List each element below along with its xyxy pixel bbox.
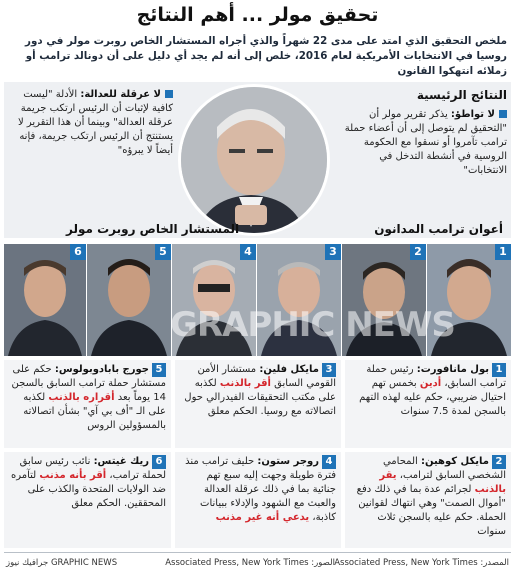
- collusion-body: يذكر تقرير مولر أن "التحقيق لم يتوصل إلى أن أعضاء حملة ترامب تآمروا أو نسقوا مع الحكومة الروسية في أنشطة التدخل في الانتخابات": [344, 109, 507, 176]
- badge-4: 4: [240, 244, 256, 260]
- desc-text: بخمس تهم احتيال ضريبي، حكم عليه لهذه التهم بالسجن لمدة 7.5 سنوات: [359, 378, 506, 417]
- bullet-square-icon: [165, 90, 173, 98]
- highlight-text: أقراره بالذنب: [48, 392, 115, 403]
- highlight-text: أقر بالذنب: [219, 378, 271, 389]
- obstruction-body: الأدلة "ليست كافية لإثبات أن الرئيس ارتكب جريمة عرقلة العدالة" وبينما أن هذا التقرير لا يستنتج أن الرئيس ارتكب جريمة، فإنه أيضاً لا يبرؤه": [17, 89, 173, 156]
- desc-text: لتآمره ضد الولايات المتحدة والكذب على المحققين. الحكم معلق: [11, 470, 166, 509]
- person-name: جورج بابادوبولوس:: [54, 364, 149, 375]
- page-subtitle: ملخص التحقيق الذي امتد على مدى 22 شهراً والذي أجراه المستشار الخاص روبرت مولر في دور روسيا في الانتخابات الأمريكية لعام 2016، خلص إلى أنه لم يجد أي دليل على أن دونالد ترامب أو زملائه انتهكوا القانون: [25, 35, 507, 77]
- badge-6: 6: [70, 244, 86, 260]
- person-name: مايكل فلين:: [259, 364, 319, 375]
- obstruction-lead: لا عرقلة للعدالة:: [80, 89, 161, 100]
- badge-5: 5: [155, 244, 171, 260]
- badge-2: 2: [410, 244, 426, 260]
- mueller-portrait: [178, 84, 330, 236]
- associates-label: أعوان ترامب المدانون: [374, 222, 503, 236]
- person-name: روجر ستون:: [257, 456, 319, 467]
- photo-gates: [4, 244, 86, 356]
- num-badge: 6: [152, 455, 166, 469]
- num-badge: 1: [492, 363, 506, 377]
- desc-text: المحامي الشخصي السابق لترامب،: [382, 456, 506, 481]
- num-badge: 4: [322, 455, 336, 469]
- watermark-text: GRAPHIC NEWS: [170, 305, 455, 345]
- desc-stone: [175, 452, 341, 548]
- highlight-text: أقر بأنه مذنب: [39, 470, 107, 481]
- desc-cohen: [345, 452, 511, 548]
- num-badge: 5: [152, 363, 166, 377]
- badge-1: 1: [495, 244, 511, 260]
- desc-flynn: [175, 360, 341, 448]
- desc-text: لجرائم عدة بما في ذلك دفع "أموال الصمت" وهي انتهاك لقوانين الحملة. حكم عليه بالسجن ثلاث سنوات: [356, 484, 506, 537]
- collusion-text: [342, 108, 507, 178]
- num-badge: 2: [492, 455, 506, 469]
- person-name: بول مانافورت:: [416, 364, 489, 375]
- highlight-text: يدعي أنه غير مذنب: [215, 512, 310, 523]
- footer-divider: [4, 552, 511, 553]
- desc-text: رئيس حملة ترامب السابق،: [366, 364, 506, 389]
- desc-text: لكذبه على مكتب التحقيقات الفيدرالي حول اتصالاته مع روسيا. الحكم معلق: [184, 378, 336, 417]
- desc-manafort: [345, 360, 511, 448]
- num-badge: 3: [322, 363, 336, 377]
- page-title: تحقيق مولر ... أهم النتائج: [136, 4, 379, 26]
- desc-text: حليف ترامب منذ فترة طويلة وجهت إليه سبع تهم جنائية بما في ذلك عرقلة العدالة والعبث مع الشهود والإدلاء ببيانات كاذبة،: [185, 456, 336, 523]
- source-right: المصدر: Associated Press, New York Times: [334, 558, 509, 568]
- bullet-square-icon: [499, 110, 507, 118]
- desc-papadopoulos: [4, 360, 171, 448]
- desc-text: لكذبه على الـ "أف بي آي" بشأن اتصالاته بالمسؤولين الروس: [23, 392, 166, 431]
- credit: GRAPHIC NEWS جرافيك نيوز: [6, 558, 118, 568]
- findings-header: النتائج الرئيسية: [416, 88, 507, 102]
- key-findings-block: [342, 88, 507, 178]
- photo-papadopoulos: [87, 244, 171, 356]
- desc-text: مستشار الأمن القومي السابق: [197, 364, 336, 389]
- badge-3: 3: [325, 244, 341, 260]
- collusion-lead: لا تواطؤ:: [450, 109, 495, 120]
- person-name: مايكل كوهين:: [420, 456, 489, 467]
- counsel-label: المستشار الخاص روبرت مولر: [66, 222, 240, 236]
- source-mid: الصور: Associated Press, New York Times: [165, 558, 335, 568]
- desc-gates: [4, 452, 171, 548]
- obstruction-block: [8, 88, 173, 158]
- desc-text: نائب رئيس سابق لحملة ترامب،: [19, 456, 166, 481]
- obstruction-text: [8, 88, 173, 158]
- person-name: ريك غيتس:: [93, 456, 149, 467]
- highlight-text: أدين: [419, 378, 442, 389]
- desc-text: حكم على مستشار حملة ترامب السابق بالسجن 14 يوماً بعد: [11, 364, 166, 403]
- highlight-text: يقر بالذنب: [379, 470, 506, 495]
